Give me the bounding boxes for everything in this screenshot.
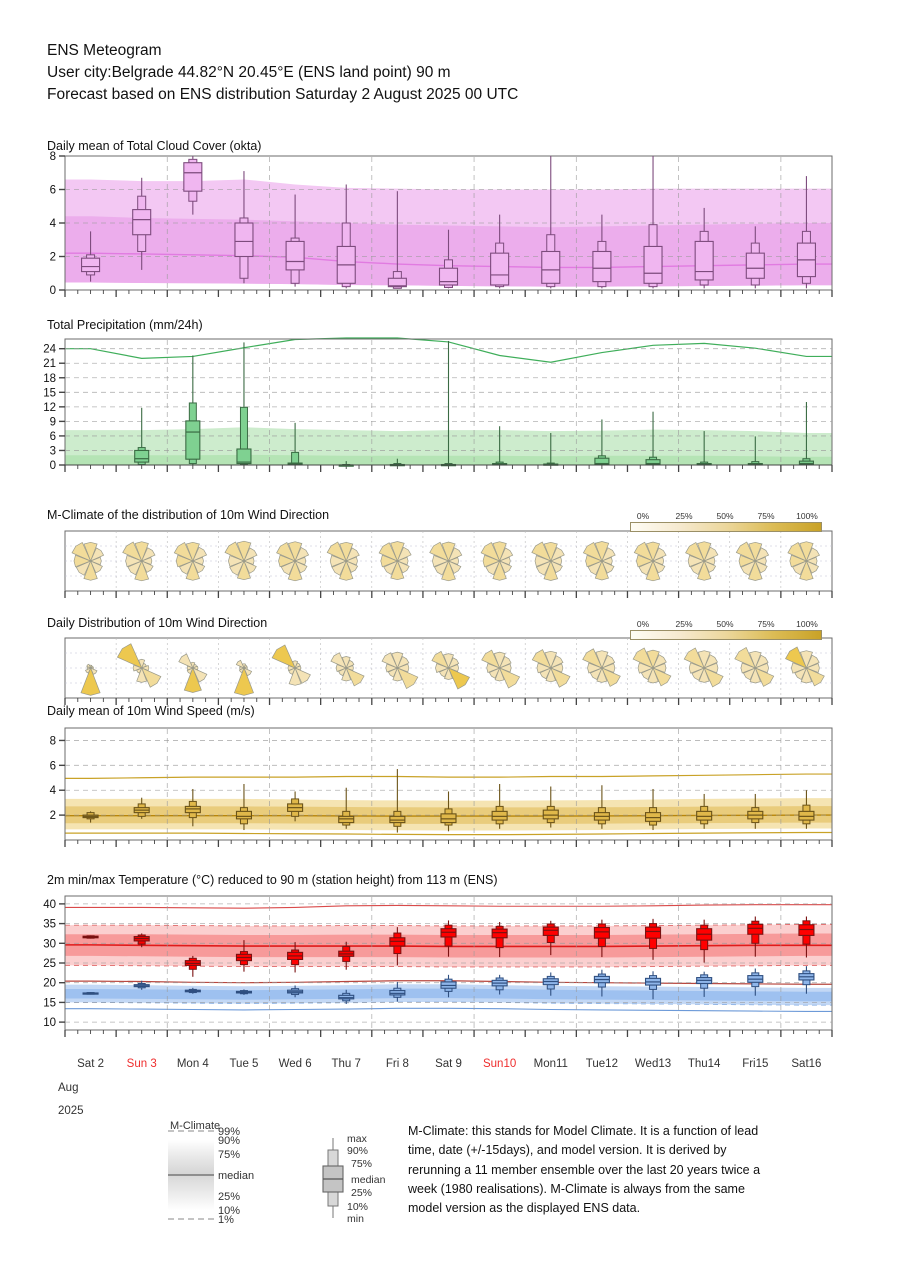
svg-text:75%: 75%: [351, 1158, 373, 1170]
svg-text:24: 24: [43, 343, 56, 356]
cloud-cover-chart: [0, 150, 900, 310]
wind-scale-ticks: [630, 511, 820, 522]
svg-text:90%: 90%: [218, 1135, 241, 1147]
svg-text:0: 0: [49, 460, 56, 472]
svg-text:8: 8: [49, 151, 56, 163]
date-label: Thu 7: [331, 1058, 361, 1070]
svg-text:15: 15: [43, 997, 56, 1010]
svg-text:21: 21: [43, 358, 56, 371]
svg-text:20: 20: [43, 977, 56, 990]
wind-scale-tick: 100%: [796, 619, 818, 629]
date-label: Sun10: [482, 1058, 517, 1070]
temperature-panel-title: 2m min/max Temperature (°C) reduced to 90 m (station height) from 113 m (ENS): [47, 873, 498, 887]
svg-text:75%: 75%: [218, 1149, 241, 1161]
svg-text:30: 30: [43, 938, 56, 951]
svg-text:15: 15: [43, 387, 56, 400]
svg-text:12: 12: [43, 401, 56, 414]
mclimate-explanation: M-Climate: this stands for Model Climate. It is a function of lead time, date (+/-15days), and model version. It is derived by rerunning a 11 member ensemble over the last 20 years twice a week (1980 realisations). M-Climate is always from the same model version as the displayed ENS data.: [408, 1124, 761, 1216]
wind-scale-gradient: [630, 630, 822, 640]
wind-scale-tick: 75%: [757, 511, 775, 521]
date-label: Fri15: [742, 1058, 769, 1070]
date-label: Mon 4: [176, 1058, 209, 1070]
svg-text:2: 2: [49, 251, 56, 264]
date-label: Fri 8: [385, 1058, 409, 1070]
temperature-chart: [0, 890, 900, 1050]
date-label: Tue12: [585, 1058, 618, 1070]
wind-scale-tick: 25%: [675, 511, 693, 521]
meteogram-header: [47, 40, 847, 106]
wind-scale-tick: 25%: [675, 619, 693, 629]
mclimate-wind-direction-chart: [0, 527, 900, 605]
svg-text:8: 8: [49, 735, 56, 748]
legend-diagram: [150, 1118, 400, 1238]
date-label: Tue 5: [229, 1058, 259, 1070]
axis-year: 2025: [58, 1105, 84, 1117]
wind-scale-gradient: [630, 522, 822, 532]
date-label: Wed13: [634, 1058, 672, 1070]
svg-text:35: 35: [43, 918, 56, 931]
wind-scale-tick: 100%: [796, 511, 818, 521]
date-label: Sat 2: [77, 1058, 104, 1070]
svg-text:6: 6: [49, 184, 56, 197]
svg-text:4: 4: [49, 785, 56, 798]
svg-text:2: 2: [49, 810, 56, 823]
svg-text:max: max: [347, 1133, 367, 1145]
mclimate-wind-direction-panel-title: M-Climate of the distribution of 10m Wind Direction: [47, 508, 330, 522]
svg-text:6: 6: [49, 430, 56, 443]
wind-scale-tick: 50%: [716, 511, 734, 521]
svg-text:M-Climate: M-Climate: [170, 1120, 221, 1132]
wind-scale-tick: 0%: [636, 619, 650, 629]
date-label: Wed 6: [278, 1058, 312, 1070]
date-label: Sun 3: [126, 1058, 157, 1070]
svg-text:18: 18: [43, 372, 56, 385]
svg-text:median: median: [351, 1174, 386, 1186]
date-label: Sat 9: [435, 1058, 462, 1070]
svg-text:3: 3: [49, 445, 56, 458]
wind-scale-tick: 50%: [716, 619, 734, 629]
svg-text:25%: 25%: [218, 1191, 241, 1203]
location-line: User city:Belgrade 44.82°N 20.45°E (ENS land point) 90 m: [47, 64, 451, 81]
svg-text:median: median: [218, 1170, 255, 1182]
cloud-cover-panel-title: Daily mean of Total Cloud Cover (okta): [47, 139, 262, 153]
date-label: Sat16: [791, 1058, 822, 1070]
wind-scale-ticks: [630, 619, 820, 630]
wind-speed-panel-title: Daily mean of 10m Wind Speed (m/s): [47, 704, 255, 718]
date-axis: [0, 1058, 900, 1078]
precipitation-panel-title: Total Precipitation (mm/24h): [47, 318, 203, 332]
svg-text:4: 4: [49, 218, 56, 230]
svg-text:40: 40: [43, 898, 56, 911]
wind-scale-tick: 0%: [636, 511, 650, 521]
mclimate-wind-scale: [630, 511, 822, 532]
svg-text:9: 9: [49, 416, 56, 429]
wind-speed-chart: [0, 722, 900, 862]
svg-text:min: min: [347, 1213, 364, 1225]
precipitation-chart: [0, 333, 900, 483]
svg-text:25%: 25%: [351, 1187, 373, 1199]
svg-text:10: 10: [43, 1017, 56, 1030]
page-title: ENS Meteogram: [47, 42, 162, 59]
date-label: Thu14: [687, 1058, 721, 1070]
daily-wind-scale: [630, 619, 822, 640]
svg-text:90%: 90%: [347, 1145, 369, 1157]
svg-text:0: 0: [49, 285, 56, 297]
date-label: Mon11: [533, 1058, 568, 1070]
svg-text:1%: 1%: [218, 1214, 234, 1226]
daily-wind-direction-panel-title: Daily Distribution of 10m Wind Direction: [47, 616, 268, 630]
axis-month: Aug: [58, 1082, 79, 1094]
svg-text:25: 25: [43, 958, 56, 970]
svg-text:10%: 10%: [218, 1205, 241, 1217]
svg-text:6: 6: [49, 760, 56, 773]
daily-wind-direction-chart: [0, 634, 900, 712]
svg-text:10%: 10%: [347, 1201, 369, 1213]
wind-scale-tick: 75%: [757, 619, 775, 629]
svg-text:99%: 99%: [218, 1126, 241, 1138]
forecast-basis-line: Forecast based on ENS distribution Saturday 2 August 2025 00 UTC: [47, 86, 519, 103]
